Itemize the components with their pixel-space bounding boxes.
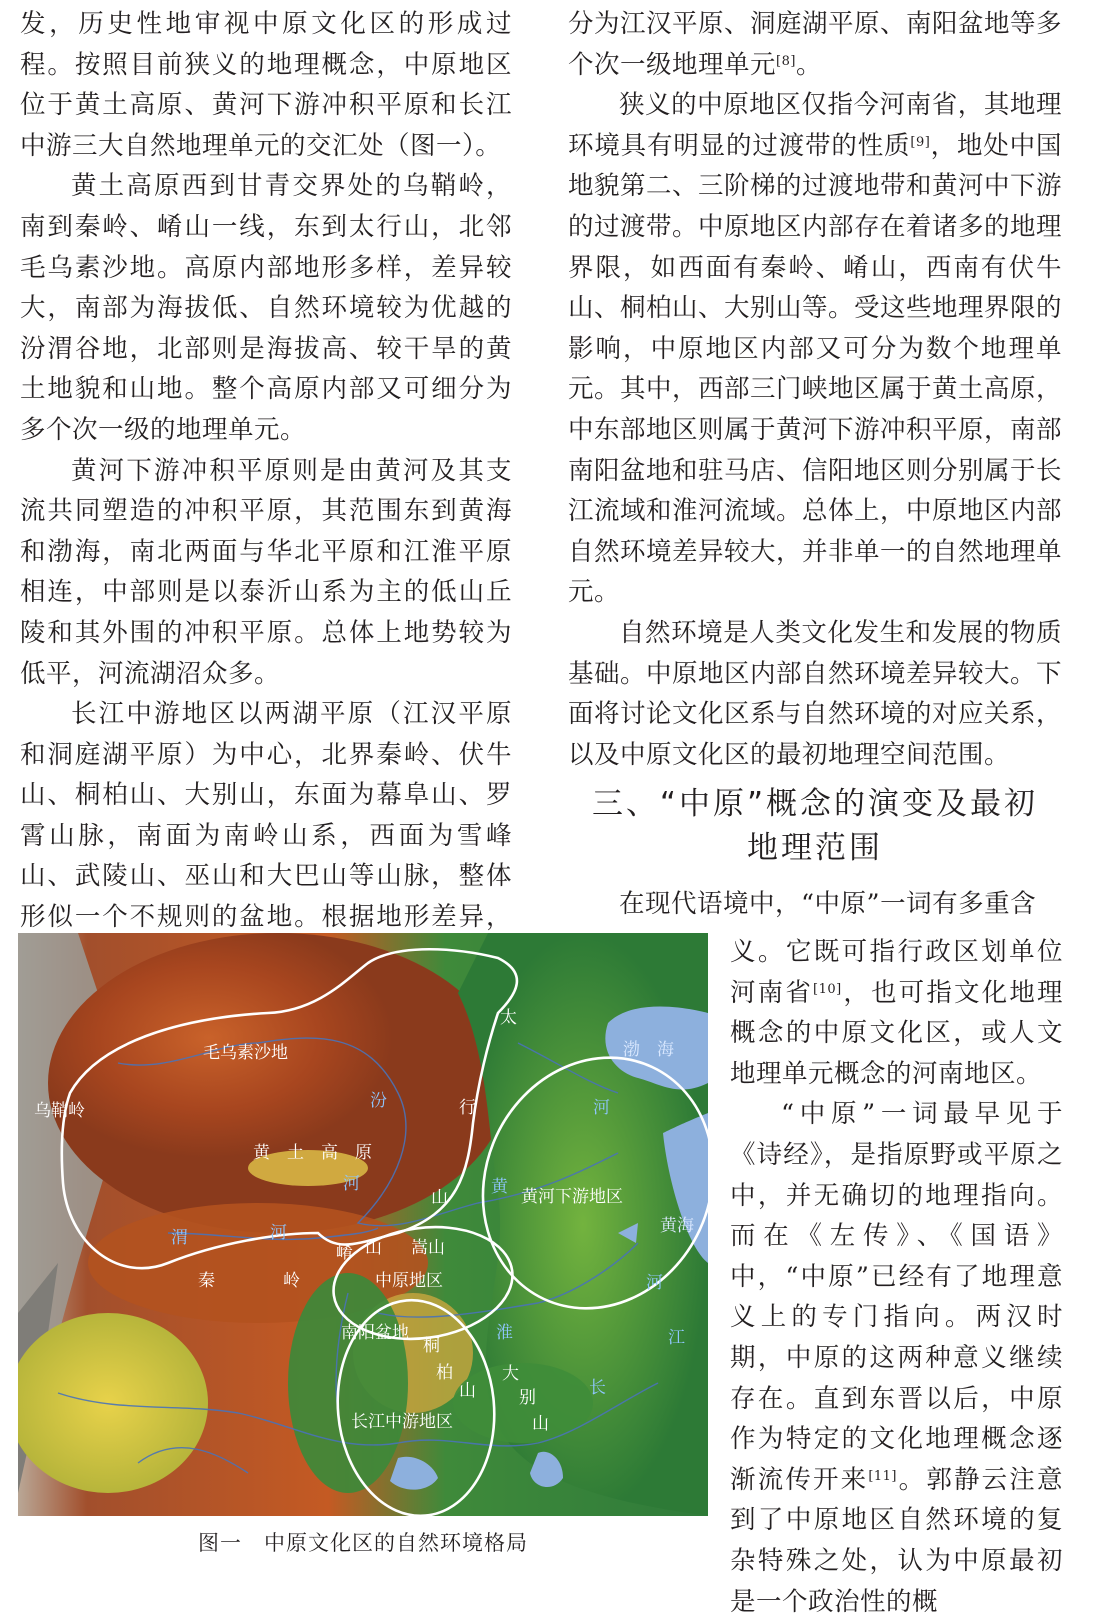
- citation-ref: [8]: [776, 53, 796, 69]
- paragraph-text: “中原”一词最早见于《诗经》，是指原野或平原之中，并无确切的地理指向。而在《左传》、《国语》中，“中原”已经有了地理意义上的专门指向。两汉时期，中原的这两种意义继续存在。直到东晋以后，中原作为特定的文化地理概念逐渐流传开来: [730, 1099, 1063, 1495]
- paragraph-text: 狭义的中原地区仅指今河南省，其地理环境具有明显的过渡带的性质: [568, 90, 1062, 161]
- citation-ref: [9]: [910, 134, 931, 150]
- label-river: 河: [343, 1174, 360, 1194]
- section-body-column: [730, 932, 1063, 1622]
- paragraph: 长江中游地区以两湖平原（江汉平原和洞庭湖平原）为中心，北界秦岭、伏牛山、桐柏山、大别山，东面为幕阜山、罗霄山脉，南面为南岭山系，西面为雪峰山、武陵山、巫山和大巴山等山脉，整体形似一个不规则的盆地。根据地形差异，: [20, 699, 512, 933]
- label-yellow: 黄: [491, 1177, 508, 1197]
- label-maowusu: 毛乌素沙地: [203, 1043, 288, 1063]
- label-taihang-hang: 行: [459, 1098, 476, 1118]
- section-heading-line: 地理范围: [747, 830, 883, 866]
- paragraph-text: ，也可指文化地理概念的中原文化区，或人文地理单元概念的河南地区。: [730, 977, 1063, 1089]
- right-column: [568, 4, 1062, 775]
- paragraph-text: 分为江汉平原、洞庭湖平原、南阳盆地等多个次一级地理单元: [568, 9, 1063, 80]
- label-bohai: 渤 海: [623, 1040, 674, 1060]
- citation-ref: [10]: [813, 981, 842, 997]
- label-bai: 柏: [436, 1363, 453, 1383]
- label-chang: 长: [589, 1378, 606, 1398]
- label-river: 河: [646, 1273, 663, 1293]
- paragraph-line: 在现代语境中，“中原”一词有多重含: [619, 889, 1037, 919]
- label-taihang-shan: 山: [431, 1188, 448, 1208]
- label-river: 河: [270, 1223, 287, 1243]
- jianghan-plain: [288, 1273, 408, 1493]
- relief-map: [18, 933, 708, 1516]
- label-lower-yellow: 黄河下游地区: [521, 1187, 623, 1207]
- label-taihang-tai: 太: [500, 1008, 517, 1028]
- label-fen: 汾: [370, 1091, 387, 1111]
- left-column: [20, 4, 512, 978]
- paragraph: 黄河下游冲积平原则是由黄河及其支流共同塑造的冲积平原，其范围东到黄海和渤海，南北两面与华北平原和江淮平原相连，中部则是以泰沂山系为主的低山丘陵和其外围的冲积平原。总体上地势较为低平，河流湖沼众多。: [20, 455, 512, 689]
- label-jiang: 江: [668, 1328, 685, 1348]
- paragraph: [568, 4, 1062, 85]
- label-ling: 岭: [283, 1271, 300, 1291]
- paragraph-text: 义。它既可指行政区划单位河南省: [730, 937, 1063, 1008]
- section-heading: [568, 782, 1062, 870]
- label-nanyang: 南阳盆地: [341, 1323, 409, 1343]
- citation-ref: [11]: [868, 1468, 897, 1484]
- label-xiao: 崤: [336, 1243, 353, 1263]
- label-loess-plateau: 黄 土 高 原: [253, 1143, 372, 1163]
- label-dabie-shan: 山: [532, 1414, 549, 1434]
- label-river: 河: [593, 1098, 610, 1118]
- paragraph: 自然环境是人类文化发生和发展的物质基础。中原地区内部自然环境差异较大。下面将讨论文化区系与自然环境的对应关系，以及中原文化区的最初地理空间范围。: [568, 617, 1063, 770]
- section-first-line: [568, 884, 1062, 925]
- label-song: 嵩山: [411, 1238, 445, 1258]
- paragraph: 发，历史性地审视中原文化区的形成过程。按照目前狭义的地理概念，中原地区位于黄土高原、黄河下游冲积平原和长江中游三大自然地理单元的交汇处（图一）。: [20, 9, 512, 161]
- label-xiao-shan: 山: [365, 1238, 382, 1258]
- label-da: 大: [502, 1364, 519, 1384]
- label-huai: 淮: [496, 1323, 513, 1343]
- label-wei: 渭: [171, 1228, 188, 1248]
- label-tong: 桐: [423, 1336, 440, 1356]
- label-yellow-sea: 黄海: [660, 1216, 694, 1236]
- label-zhongyuan: 中原地区: [375, 1271, 443, 1291]
- label-bie: 别: [519, 1388, 536, 1408]
- paragraph-text: 。郭静云注意到了中原地区自然环境的复杂特殊之处，认为中原最初是一个政治性的概: [730, 1464, 1063, 1617]
- figure-caption: 图一 中原文化区的自然环境格局: [198, 1531, 528, 1555]
- label-middle-yangtze: 长江中游地区: [351, 1412, 453, 1432]
- paragraph: [730, 932, 1063, 1094]
- figure-map: [18, 933, 708, 1516]
- paragraph: 黄土高原西到甘青交界处的乌鞘岭，南到秦岭、崤山一线，东到太行山，北邻毛乌素沙地。高原内部地形多样，差异较大，南部为海拔低、自然环境较为优越的汾渭谷地，北部则是海拔高、较干旱的黄土地貌和山地。整个高原内部又可细分为多个次一级的地理单元。: [20, 171, 512, 445]
- section-heading-line: 三、“中原”概念的演变及最初: [591, 786, 1039, 822]
- label-qin: 秦: [198, 1271, 215, 1291]
- label-tongbai-shan: 山: [459, 1381, 476, 1401]
- paragraph: [730, 1094, 1063, 1622]
- paragraph-end: 。: [795, 49, 822, 80]
- paragraph-text: ，地处中国地貌第二、三阶梯的过渡地带和黄河中下游的过渡带。中原地区内部存在着诸多的地理界限，如西面有秦岭、崤山，西南有伏牛山、桐柏山、大别山等。受这些地理界限的影响，中原地区内部又可分为数个地理单元。其中，西部三门峡地区属于黄土高原，中东部地区则属于黄河下游冲积平原，南部南阳盆地和驻马店、信阳地区则分别属于长江流域和淮河流域。总体上，中原地区内部自然环境差异较大，并非单一的自然地理单元。: [568, 130, 1063, 608]
- paragraph: [568, 85, 1062, 613]
- label-wuqiaoling: 乌鞘岭: [34, 1101, 85, 1121]
